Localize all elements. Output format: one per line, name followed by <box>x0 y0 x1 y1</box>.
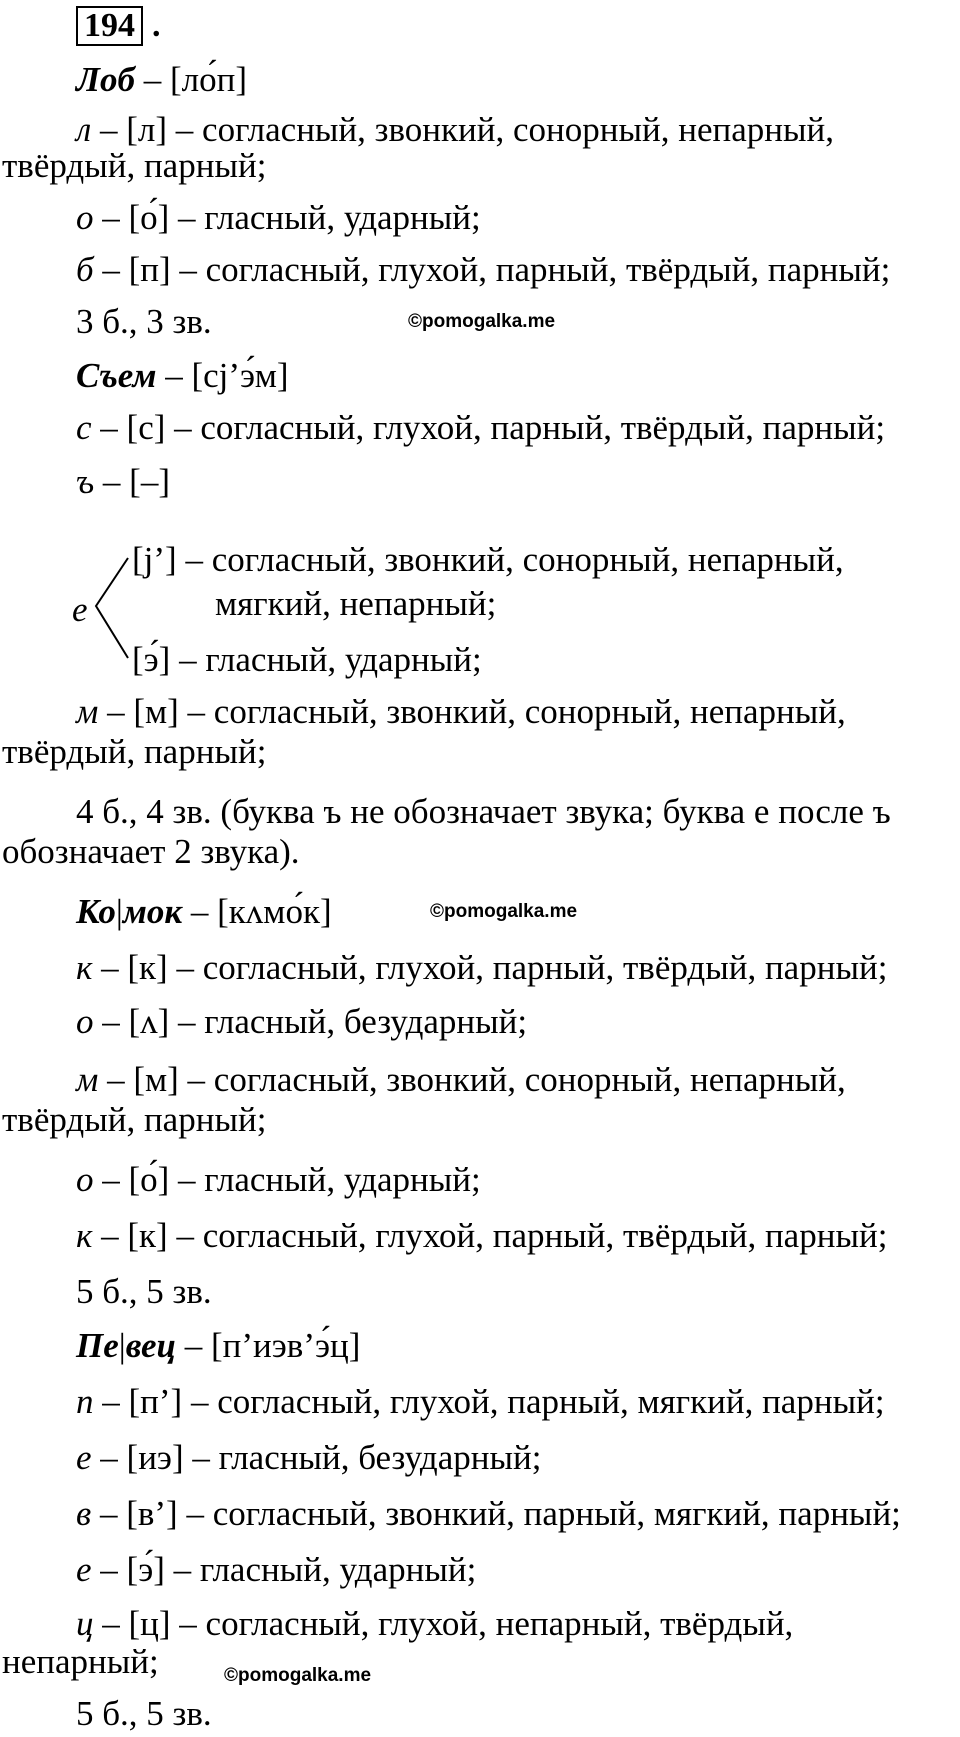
word-heading-syem: Съем – [сj’э́м] <box>76 356 289 395</box>
branch-bracket <box>92 548 132 668</box>
sound-line: е – [иэ] – гласный, безударный; <box>76 1438 542 1477</box>
letter-sound-count-continuation: обозначает 2 звука). <box>2 832 300 871</box>
sound-line: б – [п] – согласный, глухой, парный, твёрдый, парный; <box>76 250 891 289</box>
watermark: ©pomogalka.me <box>408 311 556 332</box>
sound-line: [э́] – гласный, ударный; <box>132 640 482 679</box>
sound-line: о – [о́] – гласный, ударный; <box>76 198 481 237</box>
sound-line: в – [в’] – согласный, звонкий, парный, мягкий, парный; <box>76 1494 901 1533</box>
letter-sound-count: 4 б., 4 зв. (буква ъ не обозначает звука; буква е после ъ <box>76 792 891 831</box>
word-heading-lob: Лоб – [ло́п] <box>76 60 247 99</box>
sound-line-continuation: твёрдый, парный; <box>2 146 267 185</box>
sound-line: о – [ʌ] – гласный, безударный; <box>76 1002 528 1041</box>
sound-line: о – [о́] – гласный, ударный; <box>76 1160 481 1199</box>
sound-line: л – [л] – согласный, звонкий, сонорный, непарный, <box>76 110 834 149</box>
word-heading-komok: Ко|мок – [кʌмо́к] <box>76 892 332 931</box>
sound-line: ъ – [–] <box>76 462 170 501</box>
sound-line: к – [к] – согласный, глухой, парный, твёрдый, парный; <box>76 948 888 987</box>
watermark: ©pomogalka.me <box>430 901 578 922</box>
sound-line: е – [э́] – гласный, ударный; <box>76 1550 477 1589</box>
sound-line: [j’] – согласный, звонкий, сонорный, непарный, <box>132 540 844 579</box>
word-heading-pevets: Пе|вец – [п’иэв’э́ц] <box>76 1326 361 1365</box>
exercise-number: 194 <box>76 6 143 46</box>
letter-sound-count: 5 б., 5 зв. <box>76 1272 212 1311</box>
sound-line-continuation: непарный; <box>2 1642 159 1681</box>
sound-line: с – [с] – согласный, глухой, парный, твёрдый, парный; <box>76 408 886 447</box>
letter-sound-count: 5 б., 5 зв. <box>76 1694 212 1733</box>
sound-line-continuation: твёрдый, парный; <box>2 732 267 771</box>
branching-letter: е <box>72 590 88 629</box>
sound-line: к – [к] – согласный, глухой, парный, твёрдый, парный; <box>76 1216 888 1255</box>
exercise-number-dot: . <box>152 7 161 44</box>
sound-line: м – [м] – согласный, звонкий, сонорный, непарный, <box>76 692 846 731</box>
watermark: ©pomogalka.me <box>224 1665 372 1686</box>
sound-line: ц – [ц] – согласный, глухой, непарный, твёрдый, <box>76 1604 794 1643</box>
sound-line-continuation: мягкий, непарный; <box>215 584 497 623</box>
sound-line-continuation: твёрдый, парный; <box>2 1100 267 1139</box>
letter-sound-count: 3 б., 3 зв. <box>76 302 212 341</box>
sound-line: п – [п’] – согласный, глухой, парный, мягкий, парный; <box>76 1382 885 1421</box>
sound-line: м – [м] – согласный, звонкий, сонорный, непарный, <box>76 1060 846 1099</box>
